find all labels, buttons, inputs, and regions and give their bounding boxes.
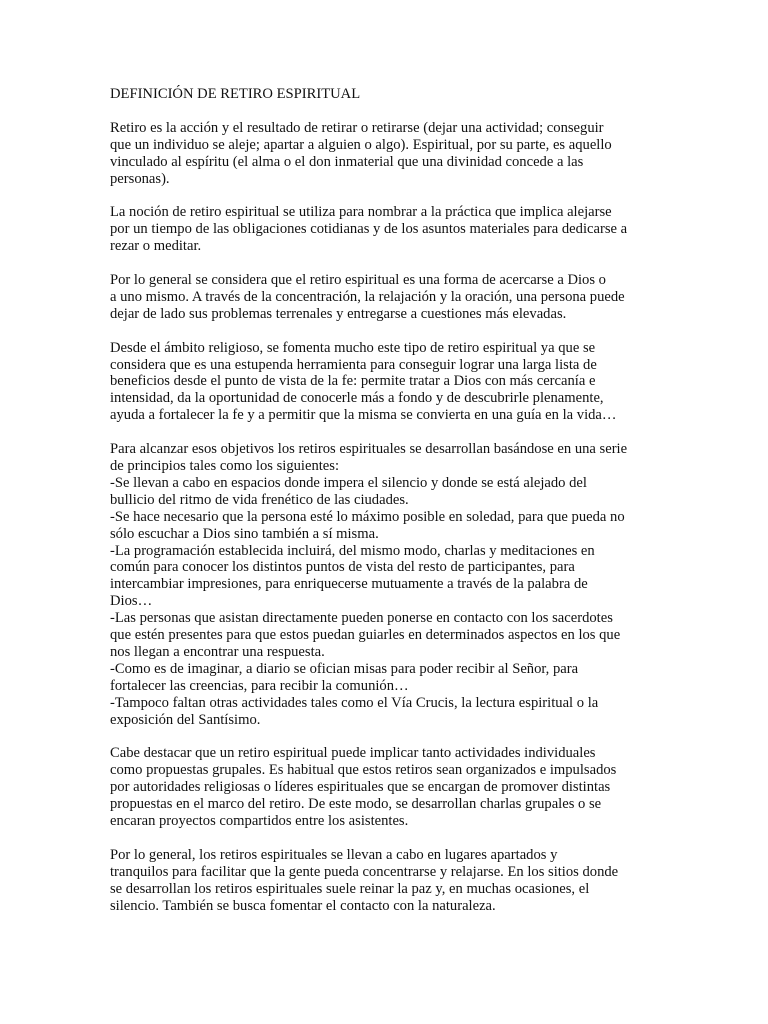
text-line: Por lo general se considera que el retiro espiritual es una forma de acercarse a Dios o xyxy=(110,272,606,289)
text-line: Por lo general, los retiros espirituales se llevan a cabo en lugares apartados y xyxy=(110,846,558,863)
text-line: dejar de lado sus problemas terrenales y entregarse a cuestiones más elevadas. xyxy=(110,305,567,322)
text-line: beneficios desde el punto de vista de la fe: permite tratar a Dios con más cercanía e xyxy=(110,373,596,390)
text-line: Cabe destacar que un retiro espiritual puede implicar tanto actividades individuales xyxy=(110,745,596,762)
text-line: La noción de retiro espiritual se utiliza para nombrar a la práctica que implica alejarse xyxy=(110,204,612,221)
text-line: intercambiar impresiones, para enriquecerse mutuamente a través de la palabra de xyxy=(110,576,588,593)
text-line: Retiro es la acción y el resultado de retirar o retirarse (dejar una actividad; conseguir xyxy=(110,119,604,136)
text-line: -La programación establecida incluirá, del mismo modo, charlas y meditaciones en xyxy=(110,542,595,559)
text-line: personas). xyxy=(110,170,170,187)
text-line: -Las personas que asistan directamente pueden ponerse en contacto con los sacerdotes xyxy=(110,610,613,627)
text-line: sólo escuchar a Dios sino también a sí misma. xyxy=(110,525,379,542)
document-title: DEFINICIÓN DE RETIRO ESPIRITUAL xyxy=(110,86,361,102)
paragraph-5 xyxy=(110,441,670,728)
text-line: que un individuo se aleje; apartar a alguien o algo). Espiritual, por su parte, es aquello xyxy=(110,136,612,153)
text-line: exposición del Santísimo. xyxy=(110,711,261,728)
text-line: como propuestas grupales. Es habitual que estos retiros sean organizados e impulsados xyxy=(110,762,617,779)
text-line: se desarrollan los retiros espirituales suele reinar la paz y, en muchas ocasiones, el xyxy=(110,880,590,897)
text-line: fortalecer las creencias, para recibir la comunión… xyxy=(110,677,409,694)
text-line: nos llegan a encontrar una respuesta. xyxy=(110,643,325,660)
document-body xyxy=(110,86,670,931)
text-line: rezar o meditar. xyxy=(110,238,202,255)
text-line: bullicio del ritmo de vida frenético de las ciudades. xyxy=(110,491,409,508)
text-line: ayuda a fortalecer la fe y a permitir que la misma se convierta en una guía en la vida… xyxy=(110,407,617,424)
text-line: Desde el ámbito religioso, se fomenta mucho este tipo de retiro espiritual ya que se xyxy=(110,339,596,356)
text-line: propuestas en el marco del retiro. De este modo, se desarrollan charlas grupales o se xyxy=(110,796,602,813)
text-line: Dios… xyxy=(110,593,153,610)
text-line: por autoridades religiosas o líderes espirituales que se encargan de promover distintas xyxy=(110,779,611,796)
text-line: por un tiempo de las obligaciones cotidianas y de los asuntos materiales para dedicarse a xyxy=(110,221,628,238)
text-line: que estén presentes para que estos puedan guiarles en determinados aspectos en los que xyxy=(110,627,621,644)
paragraph-2 xyxy=(110,204,670,255)
text-line: común para conocer los distintos puntos de vista del resto de participantes, para xyxy=(110,559,575,576)
text-line: encaran proyectos compartidos entre los asistentes. xyxy=(110,812,409,829)
text-line: vinculado al espíritu (el alma o el don inmaterial que una divinidad concede a las xyxy=(110,153,584,170)
text-line: -Se llevan a cabo en espacios donde impera el silencio y donde se está alejado del xyxy=(110,474,587,491)
paragraph-1 xyxy=(110,120,670,188)
text-line: intensidad, da la oportunidad de conocerle más a fondo y de descubrirle plenamente, xyxy=(110,390,604,407)
paragraph-4 xyxy=(110,340,670,425)
text-line: considera que es una estupenda herramienta para conseguir lograr una larga lista de xyxy=(110,356,597,373)
text-line: de principios tales como los siguientes: xyxy=(110,457,340,474)
paragraph-list xyxy=(110,120,670,915)
text-line: -Como es de imaginar, a diario se ofician misas para poder recibir al Señor, para xyxy=(110,660,579,677)
paragraph-7 xyxy=(110,847,670,915)
text-line: silencio. También se busca fomentar el contacto con la naturaleza. xyxy=(110,897,496,914)
paragraph-3 xyxy=(110,272,670,323)
text-line: Para alcanzar esos objetivos los retiros espirituales se desarrollan basándose en una serie xyxy=(110,441,628,458)
text-line: tranquilos para facilitar que la gente pueda concentrarse y relajarse. En los sitios donde xyxy=(110,863,619,880)
text-line: -Se hace necesario que la persona esté lo máximo posible en soledad, para que pueda no xyxy=(110,508,625,525)
text-line: a uno mismo. A través de la concentración, la relajación y la oración, una persona puede xyxy=(110,288,625,305)
paragraph-6 xyxy=(110,745,670,830)
text-line: -Tampoco faltan otras actividades tales como el Vía Crucis, la lectura espiritual o la xyxy=(110,694,599,711)
